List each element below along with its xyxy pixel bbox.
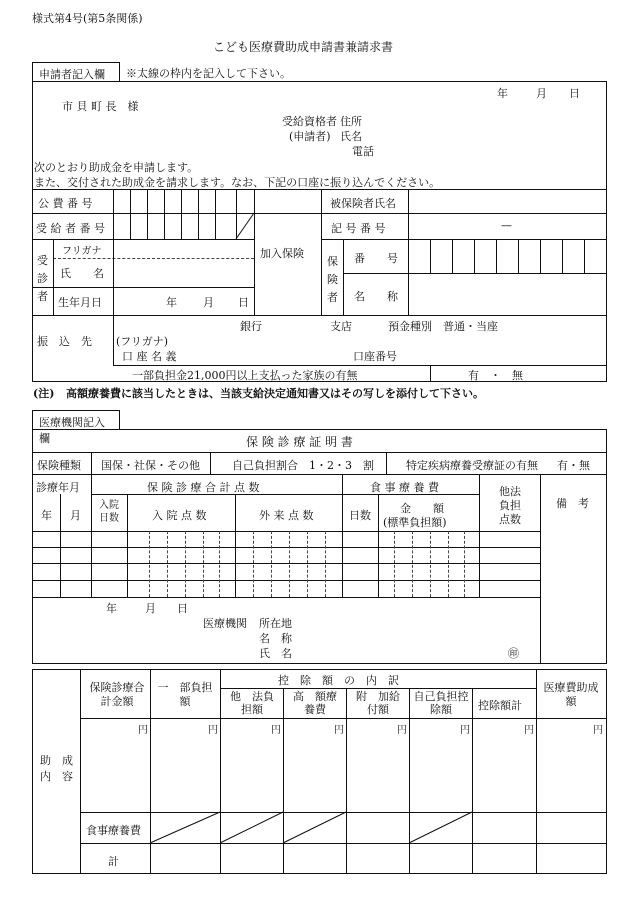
visit-month-label: 診療年月 — [36, 481, 80, 494]
col-total-header: 保険診療合計金額 — [89, 681, 145, 708]
insured-name-label: 被保険者氏名 — [330, 197, 396, 210]
address-label: 住所 — [340, 115, 362, 128]
statement-line-2: また、交付された助成金を請求します。なお、下記の口座に振り込んでください。 — [34, 176, 441, 189]
sign-month: 月 — [145, 602, 156, 615]
patient-name-label: 氏 名 — [60, 267, 104, 280]
addressee: 市 貝 町 長 様 — [62, 100, 139, 113]
copay-question: 一部負担金21,000円以上支払った家族の有無 — [132, 369, 358, 382]
phone-label: 電話 — [352, 145, 374, 158]
birthdate-label: 生年月日 — [58, 296, 102, 309]
applicant-paren-label: (申請者) — [289, 130, 331, 143]
yen-partial: 円 — [208, 725, 218, 736]
amount-label: 金 額 — [400, 502, 444, 515]
certificate-title: 保 険 診 療 証 明 書 — [246, 435, 353, 449]
points-total-header: 保 険 診 療 合 計 点 数 — [147, 481, 260, 494]
col-additional-header: 附 加給付額 — [356, 690, 400, 716]
deduction-header: 控 除 額 の 内 訳 — [278, 674, 399, 687]
standard-burden-label: (標準負担額) — [383, 516, 447, 529]
yen-deduction-total: 円 — [524, 725, 534, 736]
recipient-number-label: 受 給 者 番 号 — [36, 222, 105, 235]
form-number: 様式第4号(第5条関係) — [32, 12, 143, 25]
bank-label: 銀行 — [240, 320, 262, 333]
insurer-label: 保 険 者 — [327, 255, 338, 304]
col-selfpay-header: 自己負担控除額 — [413, 690, 469, 716]
subsidy-label-1: 助 成 — [40, 754, 73, 767]
page-title: こども医療費助成申請書兼請求書 — [213, 40, 394, 54]
symbol-number-label: 記 号 番 号 — [331, 222, 386, 235]
specific-disease-label: 特定疾病療養受療証の有無 — [406, 459, 538, 472]
institution-address-label: 所在地 — [259, 617, 292, 630]
outpatient-points-label: 外 来 点 数 — [259, 509, 314, 522]
birth-month: 月 — [203, 296, 214, 309]
specific-disease-answer: 有・無 — [557, 459, 590, 472]
col-highcost-header: 高 額療養費 — [293, 690, 337, 716]
medical-section-tab: 医療機関記入欄 — [32, 410, 120, 430]
self-pay-ratio: 自己負担割合 1・2・3 割 — [232, 459, 374, 472]
instruction-note: ※太線の枠内を記入して下さい。 — [126, 67, 291, 80]
footnote-label: (注) — [33, 387, 55, 400]
meal-partial-strike — [150, 812, 220, 843]
meal-otherlaw-strike — [220, 812, 283, 843]
seal-mark: ㊞ — [508, 647, 519, 660]
institution-name-label: 名 称 — [259, 632, 292, 645]
meal-row-label: 食事療養費 — [86, 824, 141, 837]
insurance-join-label: 加入保険 — [260, 247, 304, 260]
insurer-number-label: 番 号 — [354, 252, 398, 265]
meal-highcost-strike — [283, 812, 346, 843]
deposit-type-label: 預金種別 普通・当座 — [388, 320, 498, 333]
yen-otherlaw: 円 — [271, 725, 281, 736]
applicant-section-tab: 申請者記入欄 — [32, 62, 120, 82]
statement-line-1: 次のとおり助成金を申請します。 — [34, 161, 199, 174]
yen-subsidy: 円 — [593, 725, 603, 736]
days-label: 日数 — [349, 509, 371, 522]
col-subsidy-header: 医療費助成額 — [543, 681, 599, 708]
symbol-dash: — — [501, 219, 512, 232]
insurance-type-label: 保険種類 — [37, 459, 81, 472]
furigana-label: フリガナ — [62, 246, 102, 257]
col-otherlaw-header: 他 法負担額 — [230, 690, 274, 716]
remarks-header: 備 考 — [556, 497, 589, 510]
insurance-type-options: 国保・社保・その他 — [101, 459, 200, 472]
footnote-text: 高額療養費に該当したときは、当該支給決定通知書又はその写しを添付して下さい。 — [66, 387, 484, 400]
copay-answer: 有 ・ 無 — [468, 369, 523, 382]
branch-label: 支店 — [330, 320, 352, 333]
yen-total: 円 — [138, 725, 148, 736]
subsidy-label-2: 内 容 — [40, 770, 73, 783]
yen-selfpay: 円 — [460, 725, 470, 736]
name-label: 氏名 — [340, 130, 362, 143]
date-month: 月 — [536, 87, 547, 100]
furigana-paren-label: (フリガナ) — [116, 335, 169, 348]
transfer-label: 振 込 先 — [37, 335, 92, 348]
yen-highcost: 円 — [334, 725, 344, 736]
year-column-label: 年 — [41, 509, 52, 522]
qualifier-label: 受給資格者 — [282, 115, 337, 128]
col-deduction-total-header: 控除額計 — [478, 699, 522, 712]
meal-cost-header: 食 事 療 養 費 — [370, 481, 439, 494]
total-row-label: 計 — [108, 855, 119, 868]
inpatient-days-label: 入院日数 — [99, 500, 119, 524]
date-day: 日 — [569, 87, 580, 100]
sign-day: 日 — [177, 602, 188, 615]
public-number-label: 公 費 番 号 — [38, 197, 93, 210]
month-column-label: 月 — [70, 509, 81, 522]
account-number-label: 口座番号 — [353, 350, 397, 363]
birth-day: 日 — [238, 296, 249, 309]
insurer-name-label: 名 称 — [354, 290, 398, 303]
yen-additional: 円 — [397, 725, 407, 736]
inpatient-points-label: 入 院 点 数 — [152, 509, 207, 522]
date-year: 年 — [497, 87, 508, 100]
institution-person-label: 氏 名 — [259, 647, 292, 660]
other-law-header: 他法負担点数 — [499, 485, 521, 526]
col-partial-header: 一 部負担額 — [157, 681, 213, 708]
sign-year: 年 — [106, 602, 117, 615]
account-name-label: 口 座 名 義 — [122, 350, 177, 363]
institution-label: 医療機関 — [203, 617, 247, 630]
patient-label: 受 診 者 — [37, 254, 48, 303]
birth-year: 年 — [166, 296, 177, 309]
meal-selfpay-strike — [409, 812, 472, 843]
